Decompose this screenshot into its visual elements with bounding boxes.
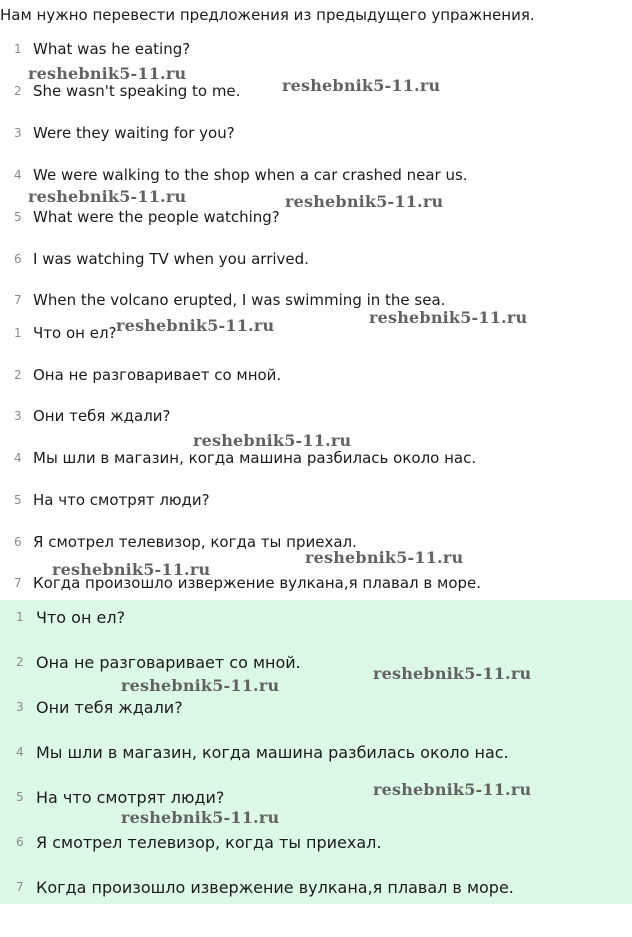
item-number: 6: [14, 252, 22, 266]
item-text: What were the people watching?: [33, 208, 280, 226]
english-item-6: [14, 249, 309, 269]
item-number: 3: [14, 409, 22, 423]
english-item-7: [14, 290, 445, 310]
watermark: reshebnik5-11.ru: [369, 308, 528, 327]
item-text: Were they waiting for you?: [33, 124, 235, 142]
watermark: reshebnik5-11.ru: [373, 780, 532, 799]
answer-item-7: [16, 877, 514, 897]
item-number: 4: [16, 745, 24, 759]
answer-item-4: [16, 742, 509, 762]
item-number: 1: [14, 326, 22, 340]
item-number: 1: [16, 610, 24, 624]
english-item-4: [14, 165, 468, 185]
item-number: 2: [14, 84, 22, 98]
answer-item-5: [16, 787, 224, 807]
item-number: 2: [16, 655, 24, 669]
item-text: Она не разговаривает со мной.: [33, 366, 282, 384]
item-text: Когда произошло извержение вулкана,я плавал в море.: [36, 877, 514, 897]
english-item-3: [14, 123, 235, 143]
item-text: На что смотрят люди?: [33, 491, 210, 509]
watermark: reshebnik5-11.ru: [282, 76, 441, 95]
russian-item-1: [14, 323, 117, 343]
item-text: She wasn't speaking to me.: [33, 82, 241, 100]
item-text: Мы шли в магазин, когда машина разбилась около нас.: [33, 449, 477, 467]
answer-box: [0, 600, 632, 904]
item-number: 3: [14, 126, 22, 140]
item-text: Когда произошло извержение вулкана,я плавал в море.: [33, 574, 482, 592]
watermark: reshebnik5-11.ru: [121, 676, 280, 695]
item-number: 3: [16, 700, 24, 714]
item-text: What was he eating?: [33, 40, 191, 58]
answer-item-6: [16, 832, 381, 852]
watermark: reshebnik5-11.ru: [121, 808, 280, 827]
item-number: 5: [16, 790, 24, 804]
item-number: 6: [16, 835, 24, 849]
english-item-5: [14, 207, 280, 227]
item-number: 7: [14, 576, 22, 590]
item-text: Они тебя ждали?: [36, 697, 183, 717]
item-text: Что он ел?: [36, 607, 126, 627]
item-number: 4: [14, 451, 22, 465]
item-text: Что он ел?: [33, 324, 117, 342]
watermark: reshebnik5-11.ru: [373, 664, 532, 683]
russian-item-3: [14, 406, 171, 426]
item-text: We were walking to the shop when a car crashed near us.: [33, 166, 468, 184]
item-text: Я смотрел телевизор, когда ты приехал.: [36, 832, 382, 852]
item-text: Они тебя ждали?: [33, 407, 171, 425]
english-item-2: [14, 81, 240, 101]
watermark: reshebnik5-11.ru: [285, 192, 444, 211]
watermark: reshebnik5-11.ru: [28, 187, 187, 206]
watermark: reshebnik5-11.ru: [28, 64, 187, 83]
item-text: Она не разговаривает со мной.: [36, 652, 301, 672]
watermark: reshebnik5-11.ru: [305, 548, 464, 567]
item-number: 5: [14, 210, 22, 224]
answer-item-3: [16, 697, 183, 717]
item-number: 5: [14, 493, 22, 507]
item-number: 6: [14, 535, 22, 549]
item-text: На что смотрят люди?: [36, 787, 225, 807]
watermark: reshebnik5-11.ru: [193, 431, 352, 450]
intro-text: Нам нужно перевести предложения из предыдущего упражнения.: [0, 6, 535, 24]
item-number: 2: [14, 368, 22, 382]
item-number: 7: [16, 880, 24, 894]
item-text: Мы шли в магазин, когда машина разбилась около нас.: [36, 742, 509, 762]
watermark: reshebnik5-11.ru: [52, 560, 211, 579]
answer-item-2: [16, 652, 301, 672]
item-text: I was watching TV when you arrived.: [33, 250, 309, 268]
english-item-1: [14, 39, 190, 59]
russian-item-2: [14, 365, 281, 385]
russian-item-4: [14, 448, 476, 468]
watermark: reshebnik5-11.ru: [116, 316, 275, 335]
answer-item-1: [16, 607, 125, 627]
item-text: Я смотрел телевизор, когда ты приехал.: [33, 533, 357, 551]
russian-item-5: [14, 490, 210, 510]
item-number: 4: [14, 168, 22, 182]
item-number: 1: [14, 42, 22, 56]
item-text: When the volcano erupted, I was swimming in the sea.: [33, 291, 446, 309]
item-number: 7: [14, 293, 22, 307]
